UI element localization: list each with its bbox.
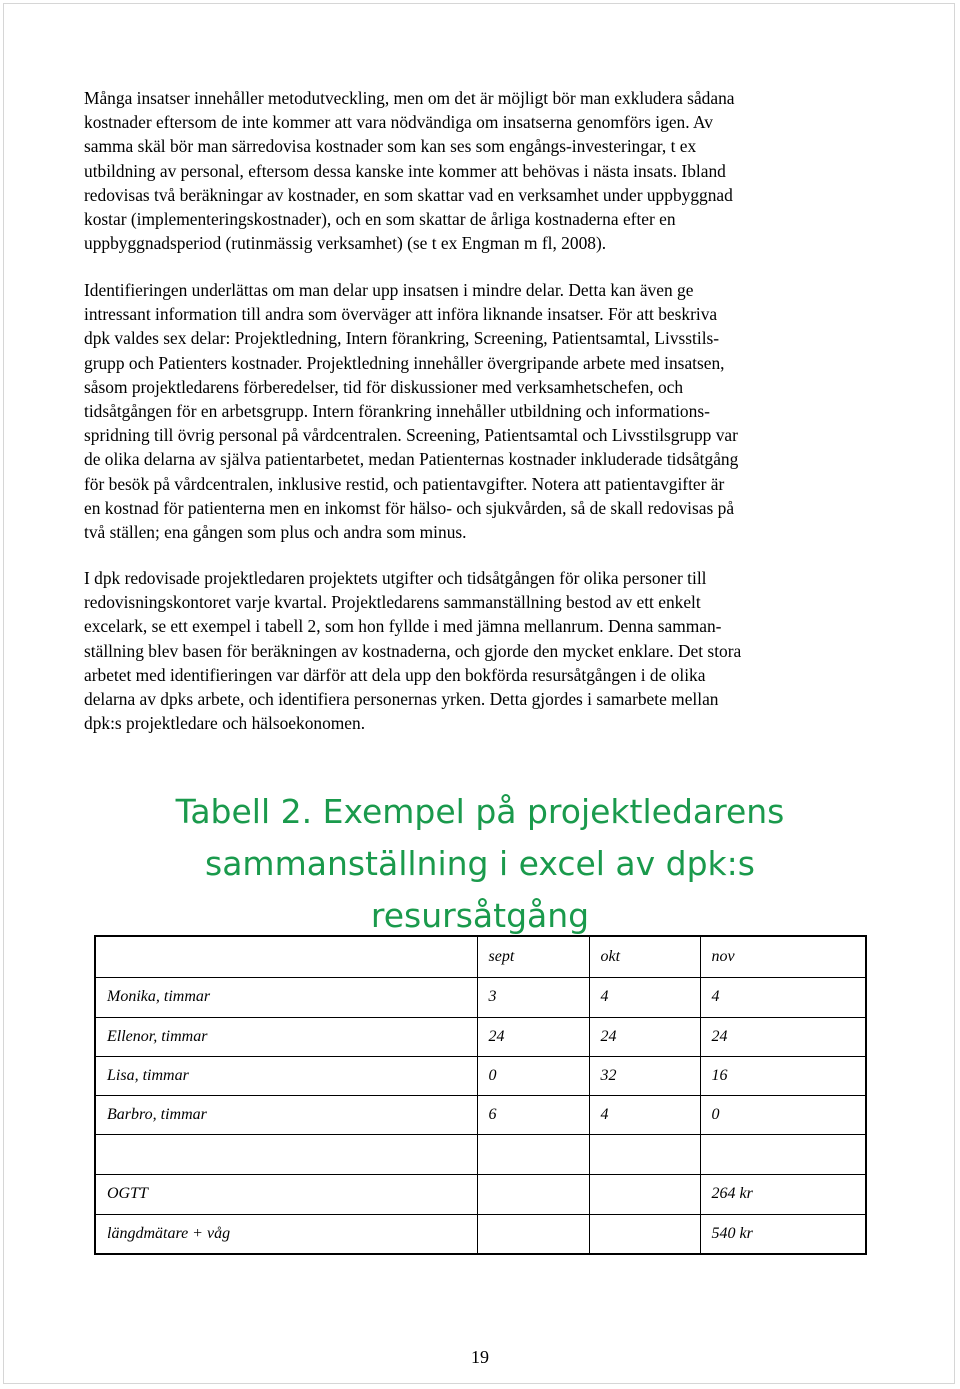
table-cell: Ellenor, timmar xyxy=(95,1017,477,1056)
text-line: dpk valdes sex delar: Projektledning, Intern förankring, Screening, Patientsamtal, Livsstils- xyxy=(84,328,720,349)
table-cell: 16 xyxy=(700,1056,866,1095)
text-line: Identifieringen underlättas om man delar upp insatsen i mindre delar. Detta kan även ge xyxy=(84,280,694,300)
table-cell: 0 xyxy=(477,1056,589,1095)
table-cell xyxy=(477,1134,589,1174)
text-line: I dpk redovisade projektledaren projektets utgifter och tidsåtgången för olika personer till xyxy=(84,568,707,588)
table-row xyxy=(95,1017,866,1056)
table-cell: 4 xyxy=(700,977,866,1017)
table-cell: 32 xyxy=(589,1056,700,1095)
table-cell: Monika, timmar xyxy=(95,977,477,1017)
table-cell xyxy=(589,1134,700,1174)
table-header-row xyxy=(95,936,866,977)
text-line: kostar (implementeringskostnader), och en som skattar de årliga kostnaderna efter en xyxy=(84,209,676,230)
table-cell: 540 kr xyxy=(700,1214,866,1254)
table-cell: 24 xyxy=(477,1017,589,1056)
table-cell: Lisa, timmar xyxy=(95,1056,477,1095)
table-cell: 24 xyxy=(700,1017,866,1056)
paragraph-identification xyxy=(84,278,884,544)
resource-table xyxy=(94,935,867,1255)
text-line: redovisas två beräkningar av kostnader, en som skattar vad en verksamhet under uppbyggnad xyxy=(84,184,733,205)
table-row xyxy=(95,1214,866,1254)
page-number: 19 xyxy=(471,1347,489,1367)
table-row xyxy=(95,1095,866,1134)
table-row xyxy=(95,1056,866,1095)
table-row xyxy=(95,1174,866,1214)
text-line: Många insatser innehåller metodutveckling, men om det är möjligt bör man exkludera sådana xyxy=(84,88,735,108)
table-cell: 0 xyxy=(700,1095,866,1134)
table-cell: längdmätare + våg xyxy=(95,1214,477,1254)
table-cell xyxy=(589,1214,700,1254)
table-cell: 24 xyxy=(589,1017,700,1056)
paragraph-project-accounting xyxy=(84,566,884,735)
text-line: de olika delarna av själva patientarbetet, medan Patienternas kostnader inkluderade tidsåtgång xyxy=(84,449,739,470)
table-cell: 6 xyxy=(477,1095,589,1134)
table-row xyxy=(95,977,866,1017)
table-cell xyxy=(477,1214,589,1254)
text-line: för besök på vårdcentralen, inklusive restid, och patientavgifter. Notera att patientavgifter är xyxy=(84,473,725,494)
text-line: dpk:s projektledare och hälsoekonomen. xyxy=(84,713,366,734)
table-title-line: resursåtgång xyxy=(370,896,590,935)
text-line: ställning blev basen för beräkningen av kostnaderna, och gjorde den mycket enklare. Det stora xyxy=(84,640,742,661)
table-title-line: Tabell 2. Exempel på projektledarens xyxy=(175,792,785,831)
text-line: tidsåtgången för en arbetsgrupp. Intern förankring innehåller utbildning och informations- xyxy=(84,401,710,422)
table-row xyxy=(95,1134,866,1174)
text-line: utbildning av personal, eftersom dessa kanske inte kommer att behövas i nästa insats. Ibland xyxy=(84,160,726,181)
text-line: intressant information till andra som överväger att införa liknande insatser. För att beskriva xyxy=(84,304,718,325)
paragraph-cost-exclusion xyxy=(84,86,884,255)
text-line: delarna av dpks arbete, och identifiera personernas yrken. Detta gjordes i samarbete mellan xyxy=(84,689,719,710)
text-line: uppbyggnadsperiod (rutinmässig verksamhet) (se t ex Engman m fl, 2008). xyxy=(84,233,607,254)
table-header-cell: okt xyxy=(589,936,700,977)
text-line: redovisningskontoret varje kvartal. Projektledarens sammanställning bestod av ett enkelt xyxy=(84,592,701,613)
table-cell: 4 xyxy=(589,977,700,1017)
table-header-cell: nov xyxy=(700,936,866,977)
text-line: två ställen; ena gången som plus och andra som minus. xyxy=(84,522,467,543)
table-header-cell: sept xyxy=(477,936,589,977)
text-line: grupp och Patienters kostnader. Projektledning innehåller övergripande arbete med insatsen, xyxy=(84,352,725,373)
table-cell xyxy=(477,1174,589,1214)
table-cell xyxy=(95,936,477,977)
table-cell: 4 xyxy=(589,1095,700,1134)
table-title-line: sammanställning i excel av dpk:s xyxy=(205,844,755,883)
table-title xyxy=(100,786,860,942)
text-line: spridning till övrig personal på vårdcentralen. Screening, Patientsamtal och Livsstilsgrupp var xyxy=(84,425,738,446)
text-line: arbetet med identifieringen var därför att dela upp den bokförda resursåtgången i de olika xyxy=(84,664,706,685)
table-cell: OGTT xyxy=(95,1174,477,1214)
text-line: excelark, se ett exempel i tabell 2, som hon fyllde i med jämna mellanrum. Denna samman- xyxy=(84,616,722,637)
text-line: såsom projektledarens förberedelser, tid för diskussioner med verksamhetschefen, och xyxy=(84,376,684,397)
table-cell: 3 xyxy=(477,977,589,1017)
text-line: samma skäl bör man särredovisa kostnader som kan ses som engångs-investeringar, t ex xyxy=(84,136,697,157)
table-cell xyxy=(95,1134,477,1174)
table-cell: Barbro, timmar xyxy=(95,1095,477,1134)
text-line: kostnader eftersom de inte kommer att vara nödvändiga om insatserna genomförs igen. Av xyxy=(84,112,713,133)
text-line: en kostnad för patienterna men en inkomst för hälso- och sjukvården, så de skall redovisas på xyxy=(84,497,735,518)
table-cell xyxy=(589,1174,700,1214)
table-cell: 264 kr xyxy=(700,1174,866,1214)
table-cell xyxy=(700,1134,866,1174)
